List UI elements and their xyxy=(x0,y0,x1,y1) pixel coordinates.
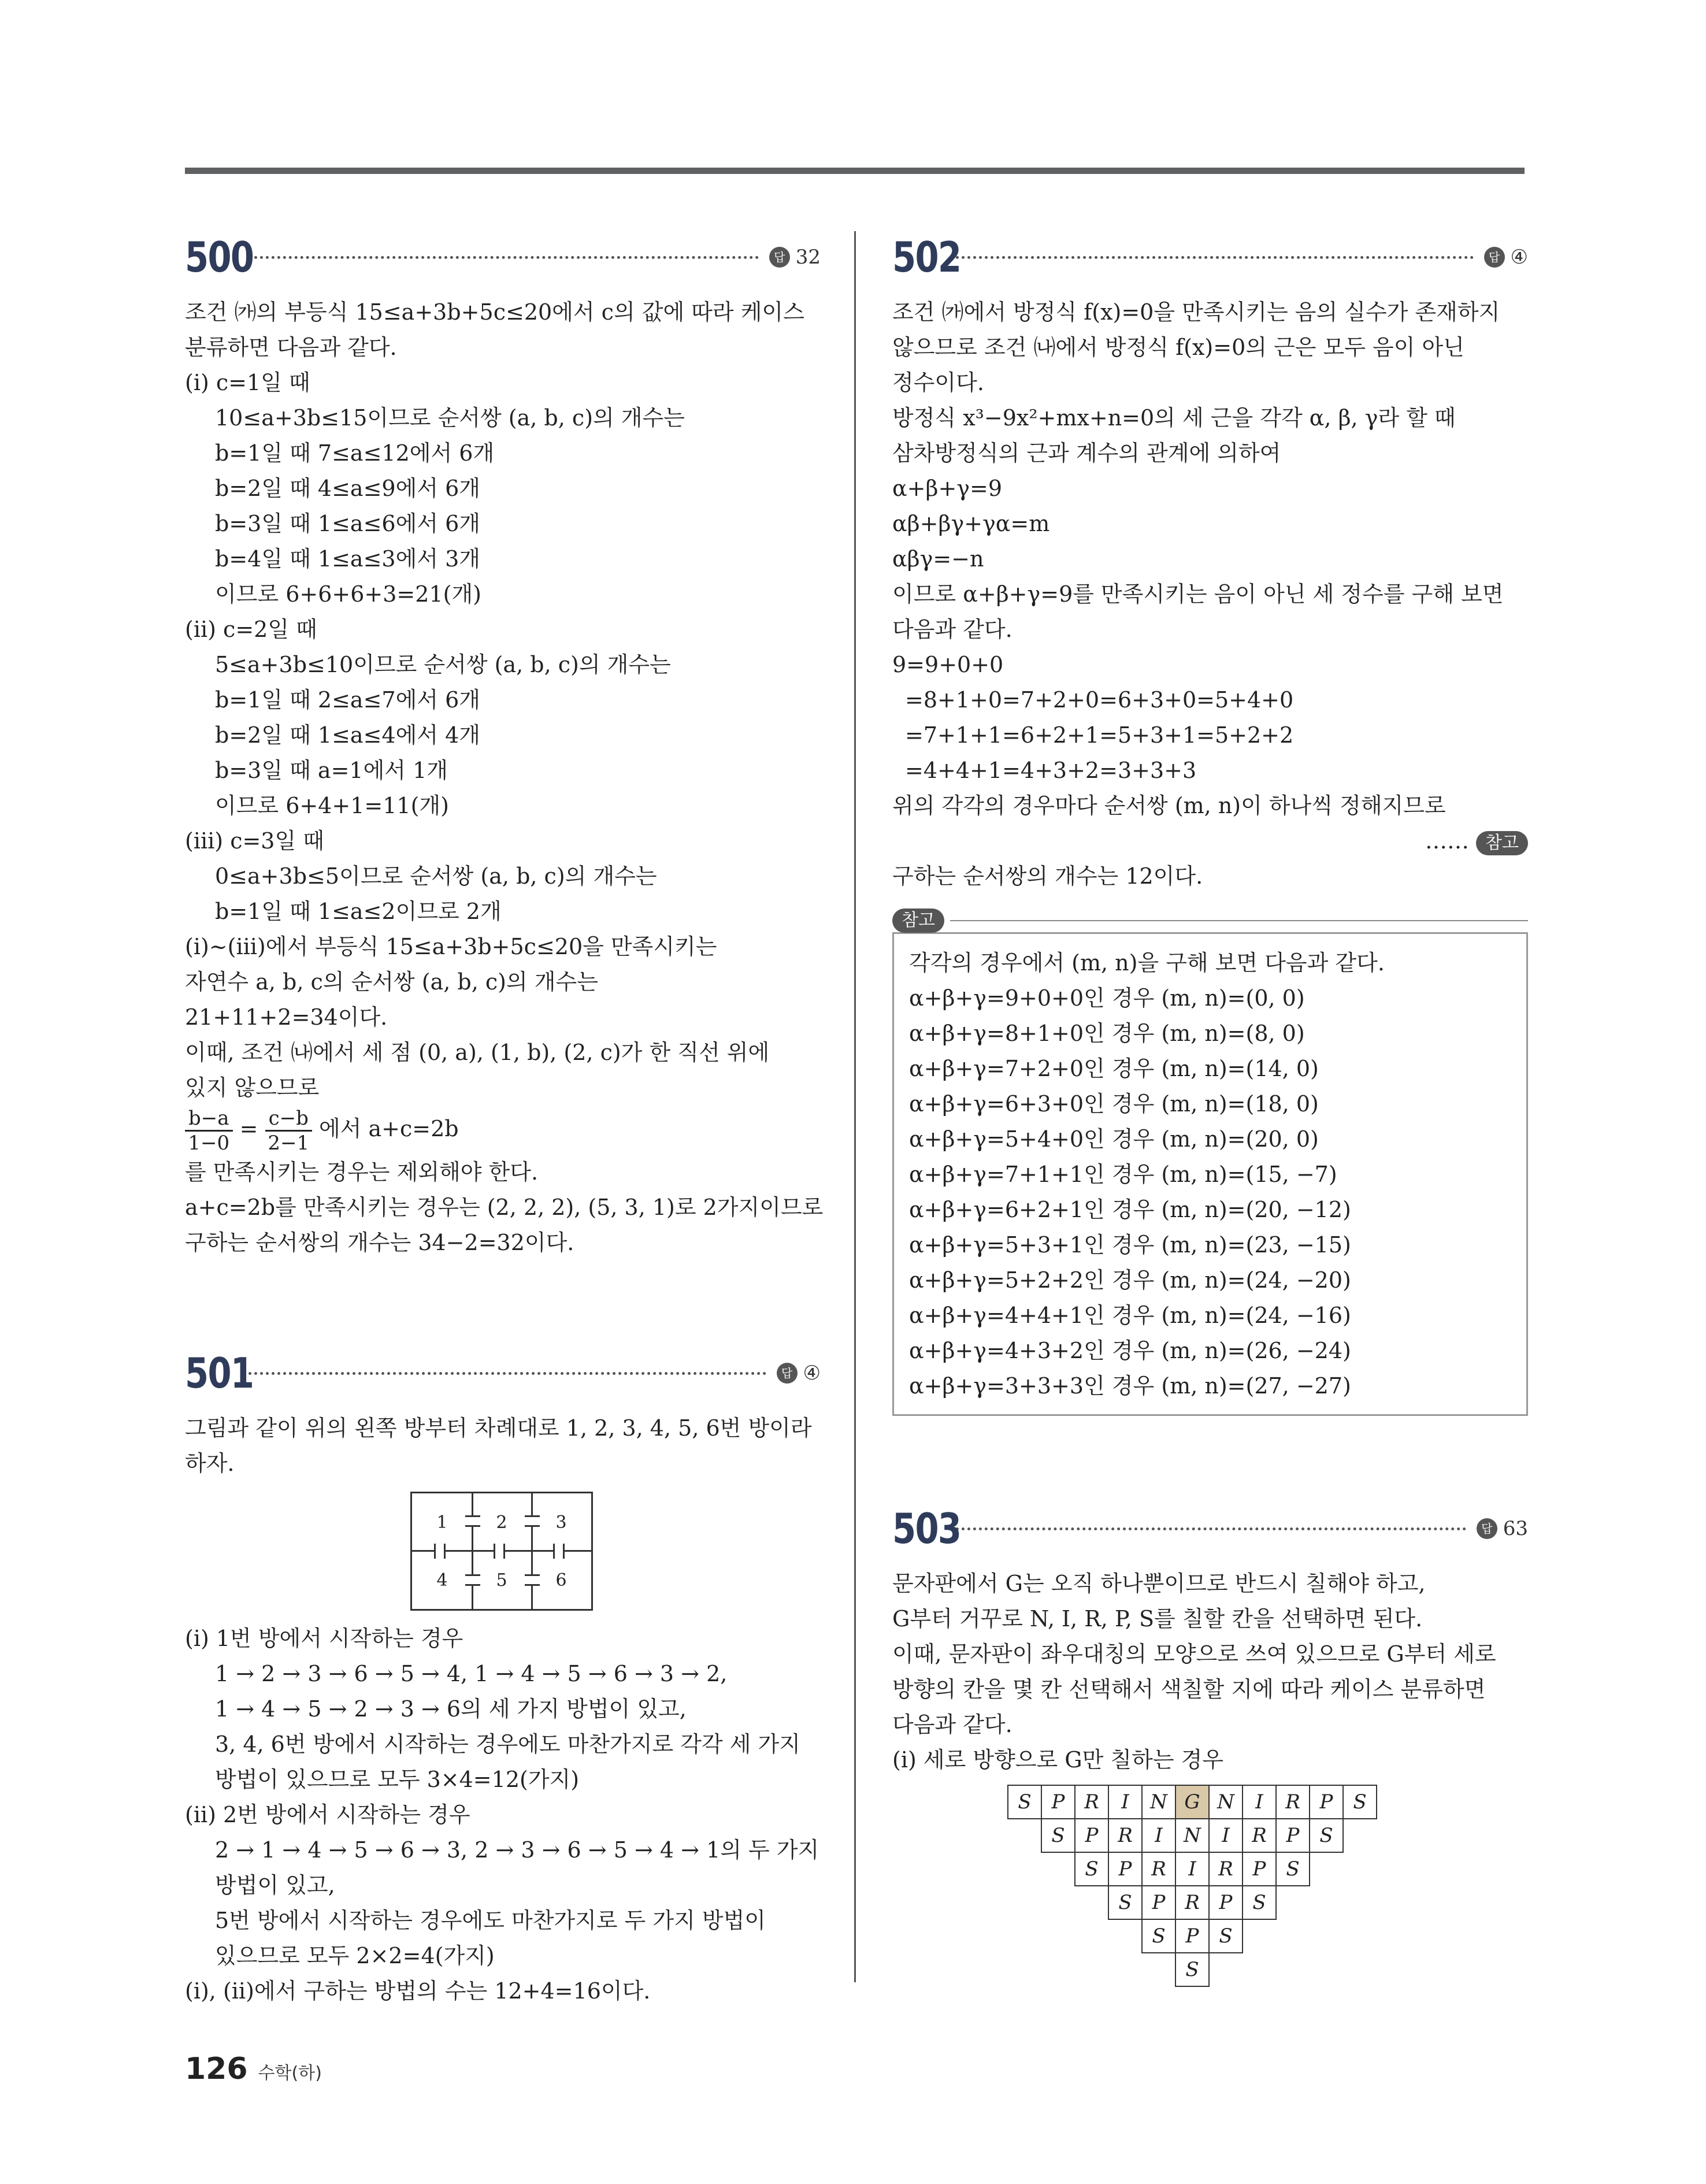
room-diagram xyxy=(410,1492,593,1611)
grid-cell: R xyxy=(1242,1818,1277,1853)
text-line: b=1일 때 2≤a≤7에서 6개 xyxy=(215,687,480,713)
top-rule xyxy=(185,168,1525,174)
grid-cell: I xyxy=(1108,1785,1143,1819)
text-line: 이므로 6+4+1=11(개) xyxy=(215,793,449,818)
grid-cell: P xyxy=(1108,1852,1143,1886)
text-line: 조건 ㈎에서 방정식 f(x)=0을 만족시키는 음의 실수가 존재하지 xyxy=(892,299,1500,325)
text-line: G부터 거꾸로 N, I, R, P, S를 칠할 칸을 선택하면 된다. xyxy=(892,1606,1423,1631)
grid-cell: I xyxy=(1141,1818,1176,1853)
room-label: 4 xyxy=(436,1570,448,1590)
text-line: 조건 ㈎의 부등식 15≤a+3b+5c≤20에서 c의 값에 따라 케이스 xyxy=(185,299,804,325)
answer-value: ④ xyxy=(1510,246,1528,269)
grid-cell-highlighted: G xyxy=(1175,1785,1210,1819)
problem-number: 501 xyxy=(185,1349,254,1397)
text-line: α+β+γ=5+4+0인 경우 (m, n)=(20, 0) xyxy=(909,1126,1319,1152)
text-line: 21+11+2=34이다. xyxy=(185,1004,388,1030)
answer xyxy=(1484,246,1528,269)
grid-cell: S xyxy=(1275,1852,1310,1886)
grid-row xyxy=(858,1853,1528,1886)
text-line: α+β+γ=7+2+0인 경우 (m, n)=(14, 0) xyxy=(909,1056,1319,1081)
text-line: (ⅱ) c=2일 때 xyxy=(185,617,317,642)
fraction xyxy=(265,1107,312,1155)
grid-cell: N xyxy=(1175,1818,1210,1853)
text-line: 정수이다. xyxy=(892,370,984,395)
text-line: 이때, 문자판이 좌우대칭의 모양으로 쓰여 있으므로 G부터 세로 xyxy=(892,1641,1496,1667)
text-line: 2 → 1 → 4 → 5 → 6 → 3, 2 → 3 → 6 → 5 → 4 → 1의 두 가지 xyxy=(215,1837,819,1863)
text-line: α+β+γ=6+3+0인 경우 (m, n)=(18, 0) xyxy=(909,1091,1319,1117)
text-line: (ⅲ) c=3일 때 xyxy=(185,828,324,854)
text-line: (ⅱ) 2번 방에서 시작하는 경우 xyxy=(185,1802,470,1827)
text-line: 3, 4, 6번 방에서 시작하는 경우에도 마찬가지로 각각 세 가지 xyxy=(215,1731,800,1757)
text-line: b=4일 때 1≤a≤3에서 3개 xyxy=(215,546,480,572)
answer-icon: 답 xyxy=(1477,1518,1497,1539)
subject-label: 수학(하) xyxy=(258,2063,322,2083)
solution-500-body xyxy=(185,295,821,1106)
grid-cell: S xyxy=(1074,1852,1109,1886)
reference-box-header xyxy=(892,908,1528,933)
letter-grid xyxy=(858,1786,1528,1987)
reference-badge: 참고 xyxy=(1476,831,1528,855)
text-line: 방법이 있으므로 모두 3×4=12(가지) xyxy=(215,1767,580,1792)
conclusion: 구하는 순서쌍의 개수는 12이다. xyxy=(892,863,1203,889)
text-line: (ⅰ) 1번 방에서 시작하는 경우 xyxy=(185,1626,463,1651)
text-line: (ⅰ)~(ⅲ)에서 부등식 15≤a+3b+5c≤20을 만족시키는 xyxy=(185,934,717,959)
problem-number: 503 xyxy=(892,1504,961,1553)
solution-501-intro xyxy=(185,1411,821,1481)
text-line: 9=9+0+0 xyxy=(892,652,1004,677)
text-line: 있으므로 모두 2×2=4(가지) xyxy=(215,1943,495,1968)
solution-501-body xyxy=(185,1621,821,2009)
leader-dots xyxy=(956,1527,1466,1530)
grid-cell: S xyxy=(1108,1885,1143,1920)
text-line: b=3일 때 1≤a≤6에서 6개 xyxy=(215,511,480,536)
text-line: b=3일 때 a=1에서 1개 xyxy=(215,758,448,783)
text-line: 방법이 있고, xyxy=(215,1872,335,1898)
grid-cell: R xyxy=(1175,1885,1210,1920)
text-line: α+β+γ=4+4+1인 경우 (m, n)=(24, −16) xyxy=(909,1303,1351,1328)
reference-box-body xyxy=(892,932,1528,1416)
text-line: 자연수 a, b, c의 순서쌍 (a, b, c)의 개수는 xyxy=(185,969,598,995)
grid-cell: S xyxy=(1175,1952,1210,1987)
leader-dots xyxy=(249,256,759,259)
grid-cell: P xyxy=(1275,1818,1310,1853)
grid-cell: N xyxy=(1141,1785,1176,1819)
text-line: b=1일 때 1≤a≤2이므로 2개 xyxy=(215,899,502,924)
text-line: α+β+γ=5+2+2인 경우 (m, n)=(24, −20) xyxy=(909,1267,1351,1293)
reference-box-rule xyxy=(950,920,1528,921)
grid-row xyxy=(858,1886,1528,1920)
text-line: =8+1+0=7+2+0=6+3+0=5+4+0 xyxy=(905,687,1294,713)
grid-cell: R xyxy=(1074,1785,1109,1819)
text-line: b=1일 때 7≤a≤12에서 6개 xyxy=(215,440,495,466)
grid-cell: R xyxy=(1208,1852,1243,1886)
grid-row xyxy=(858,1953,1528,1987)
text-line: (ⅰ), (ⅱ)에서 구하는 방법의 수는 12+4=16이다. xyxy=(185,1978,651,2004)
text-line: b=2일 때 1≤a≤4에서 4개 xyxy=(215,722,480,748)
grid-cell: I xyxy=(1208,1818,1243,1853)
text-line: 않으므로 조건 ㈏에서 방정식 f(x)=0의 근은 모두 음이 아닌 xyxy=(892,335,1464,360)
text-line: α+β+γ=5+3+1인 경우 (m, n)=(23, −15) xyxy=(909,1232,1351,1258)
text-line: α+β+γ=9 xyxy=(892,476,1003,501)
page-footer xyxy=(185,2052,322,2086)
text-line: =7+1+1=6+2+1=5+3+1=5+2+2 xyxy=(905,722,1294,748)
text-line: 0≤a+3b≤5이므로 순서쌍 (a, b, c)의 개수는 xyxy=(215,863,657,889)
grid-row xyxy=(858,1786,1528,1819)
grid-cell: P xyxy=(1242,1852,1277,1886)
room-label: 3 xyxy=(555,1512,567,1533)
text-line: 5≤a+3b≤10이므로 순서쌍 (a, b, c)의 개수는 xyxy=(215,652,671,677)
text-line: 이므로 α+β+γ=9를 만족시키는 음이 아닌 세 정수를 구해 보면 xyxy=(892,581,1504,607)
text-line: 구하는 순서쌍의 개수는 34−2=32이다. xyxy=(185,1230,574,1255)
grid-cell: P xyxy=(1309,1785,1344,1819)
text-line: α+β+γ=6+2+1인 경우 (m, n)=(20, −12) xyxy=(909,1197,1351,1222)
reference-dots: …… xyxy=(1425,828,1469,854)
answer-value: 63 xyxy=(1503,1517,1528,1540)
problem-500-header xyxy=(185,231,821,283)
grid-cell: R xyxy=(1141,1852,1176,1886)
grid-cell: P xyxy=(1074,1818,1109,1853)
text-line: =4+4+1=4+3+2=3+3+3 xyxy=(905,758,1197,783)
grid-cell: P xyxy=(1041,1785,1075,1819)
text-line: α+β+γ=9+0+0인 경우 (m, n)=(0, 0) xyxy=(909,985,1305,1011)
text-line: αβ+βγ+γα=m xyxy=(892,511,1050,536)
equals-sign: = xyxy=(239,1116,258,1141)
text-line: 그림과 같이 위의 왼쪽 방부터 차례대로 1, 2, 3, 4, 5, 6번 방이라 xyxy=(185,1415,812,1441)
grid-cell: S xyxy=(1208,1919,1243,1953)
grid-cell: S xyxy=(1309,1818,1344,1853)
problem-501 xyxy=(185,1347,821,2009)
text-line: 다음과 같다. xyxy=(892,617,1013,642)
grid-cell: S xyxy=(1007,1785,1042,1819)
answer-icon: 답 xyxy=(777,1363,798,1384)
problem-number: 500 xyxy=(185,233,254,281)
answer-value: 32 xyxy=(795,246,821,269)
answer xyxy=(769,246,821,269)
text-line: 방향의 칸을 몇 칸 선택해서 색칠할 지에 따라 케이스 분류하면 xyxy=(892,1677,1486,1702)
text-line: 이때, 조건 ㈏에서 세 점 (0, a), (1, b), (2, c)가 한 직선 위에 xyxy=(185,1040,770,1065)
solution-503-body xyxy=(892,1566,1528,1778)
room-label: 2 xyxy=(496,1512,507,1533)
room-label: 1 xyxy=(436,1512,448,1533)
answer-icon: 답 xyxy=(1484,247,1505,268)
leader-dots xyxy=(956,256,1474,259)
numerator: c−b xyxy=(265,1107,312,1132)
text-line: 문자판에서 G는 오직 하나뿐이므로 반드시 칠해야 하고, xyxy=(892,1571,1426,1596)
grid-row xyxy=(858,1920,1528,1953)
answer xyxy=(777,1362,821,1385)
text-line: b=2일 때 4≤a≤9에서 6개 xyxy=(215,476,480,501)
grid-cell: R xyxy=(1108,1818,1143,1853)
solution-502-body xyxy=(892,295,1528,824)
text-line: 1 → 4 → 5 → 2 → 3 → 6의 세 가지 방법이 있고, xyxy=(215,1696,687,1722)
text-line: 위의 각각의 경우마다 순서쌍 (m, n)이 하나씩 정해지므로 xyxy=(892,793,1446,818)
reference-box-badge: 참고 xyxy=(892,909,944,933)
text-line: 10≤a+3b≤15이므로 순서쌍 (a, b, c)의 개수는 xyxy=(215,405,685,431)
text-line: a+c=2b를 만족시키는 경우는 (2, 2, 2), (5, 3, 1)로 2가지이므로 xyxy=(185,1195,824,1220)
text-line: 다음과 같다. xyxy=(892,1712,1013,1737)
text-line: α+β+γ=3+3+3인 경우 (m, n)=(27, −27) xyxy=(909,1373,1351,1399)
fraction xyxy=(185,1107,233,1155)
grid-cell: N xyxy=(1208,1785,1243,1819)
room-label: 5 xyxy=(496,1570,507,1590)
problem-502 xyxy=(892,231,1528,1416)
problem-500 xyxy=(185,231,824,1260)
grid-cell: I xyxy=(1175,1852,1210,1886)
fraction-tail: 에서 a+c=2b xyxy=(318,1116,459,1141)
grid-cell: P xyxy=(1208,1885,1243,1920)
reference-box xyxy=(892,908,1528,1416)
grid-cell: S xyxy=(1342,1785,1377,1819)
text-line: 있지 않으므로 xyxy=(185,1075,320,1100)
page-number: 126 xyxy=(185,2052,248,2086)
text-line: 5번 방에서 시작하는 경우에도 마찬가지로 두 가지 방법이 xyxy=(215,1908,766,1933)
numerator: b−a xyxy=(185,1107,233,1132)
grid-cell: P xyxy=(1141,1885,1176,1920)
text-line: (ⅰ) c=1일 때 xyxy=(185,370,310,395)
grid-cell: I xyxy=(1242,1785,1277,1819)
text-line: α+β+γ=4+3+2인 경우 (m, n)=(26, −24) xyxy=(909,1338,1351,1363)
grid-cell: S xyxy=(1242,1885,1277,1920)
text-line: αβγ=−n xyxy=(892,546,984,572)
text-line: 하자. xyxy=(185,1451,235,1476)
text-line: α+β+γ=7+1+1인 경우 (m, n)=(15, −7) xyxy=(909,1162,1337,1187)
denominator: 2−1 xyxy=(268,1132,310,1155)
right-column xyxy=(892,231,1528,1987)
fraction-line xyxy=(185,1106,821,1155)
problem-503 xyxy=(892,1503,1528,1987)
text-line: 를 만족시키는 경우는 제외해야 한다. xyxy=(185,1159,539,1185)
room-label: 6 xyxy=(555,1570,567,1590)
answer-value: ④ xyxy=(803,1362,821,1385)
grid-cell: P xyxy=(1175,1919,1210,1953)
problem-501-header xyxy=(185,1347,821,1399)
reference-marker xyxy=(892,824,1528,859)
grid-cell: R xyxy=(1275,1785,1310,1819)
left-column xyxy=(185,231,824,2009)
problem-number: 502 xyxy=(892,233,961,281)
text-line: α+β+γ=8+1+0인 경우 (m, n)=(8, 0) xyxy=(909,1021,1305,1046)
answer xyxy=(1477,1517,1528,1540)
text-line: 이므로 6+6+6+3=21(개) xyxy=(215,581,481,607)
answer-icon: 답 xyxy=(769,247,790,268)
text-line: 각각의 경우에서 (m, n)을 구해 보면 다음과 같다. xyxy=(909,950,1385,976)
grid-cell: S xyxy=(1041,1818,1075,1853)
problem-502-header xyxy=(892,231,1528,283)
problem-503-header xyxy=(892,1503,1528,1555)
leader-dots xyxy=(249,1372,766,1375)
text-line: 분류하면 다음과 같다. xyxy=(185,335,397,360)
denominator: 1−0 xyxy=(188,1132,230,1155)
solution-500-body-2 xyxy=(185,1155,824,1260)
column-divider xyxy=(854,231,856,1982)
grid-cell: S xyxy=(1141,1919,1176,1953)
text-line: (ⅰ) 세로 방향으로 G만 칠하는 경우 xyxy=(892,1747,1224,1773)
text-line: 1 → 2 → 3 → 6 → 5 → 4, 1 → 4 → 5 → 6 → 3 → 2, xyxy=(215,1661,728,1686)
text-line: 삼차방정식의 근과 계수의 관계에 의하여 xyxy=(892,440,1281,466)
grid-row xyxy=(858,1819,1528,1853)
text-line: 방정식 x³−9x²+mx+n=0의 세 근을 각각 α, β, γ라 할 때 xyxy=(892,405,1456,431)
